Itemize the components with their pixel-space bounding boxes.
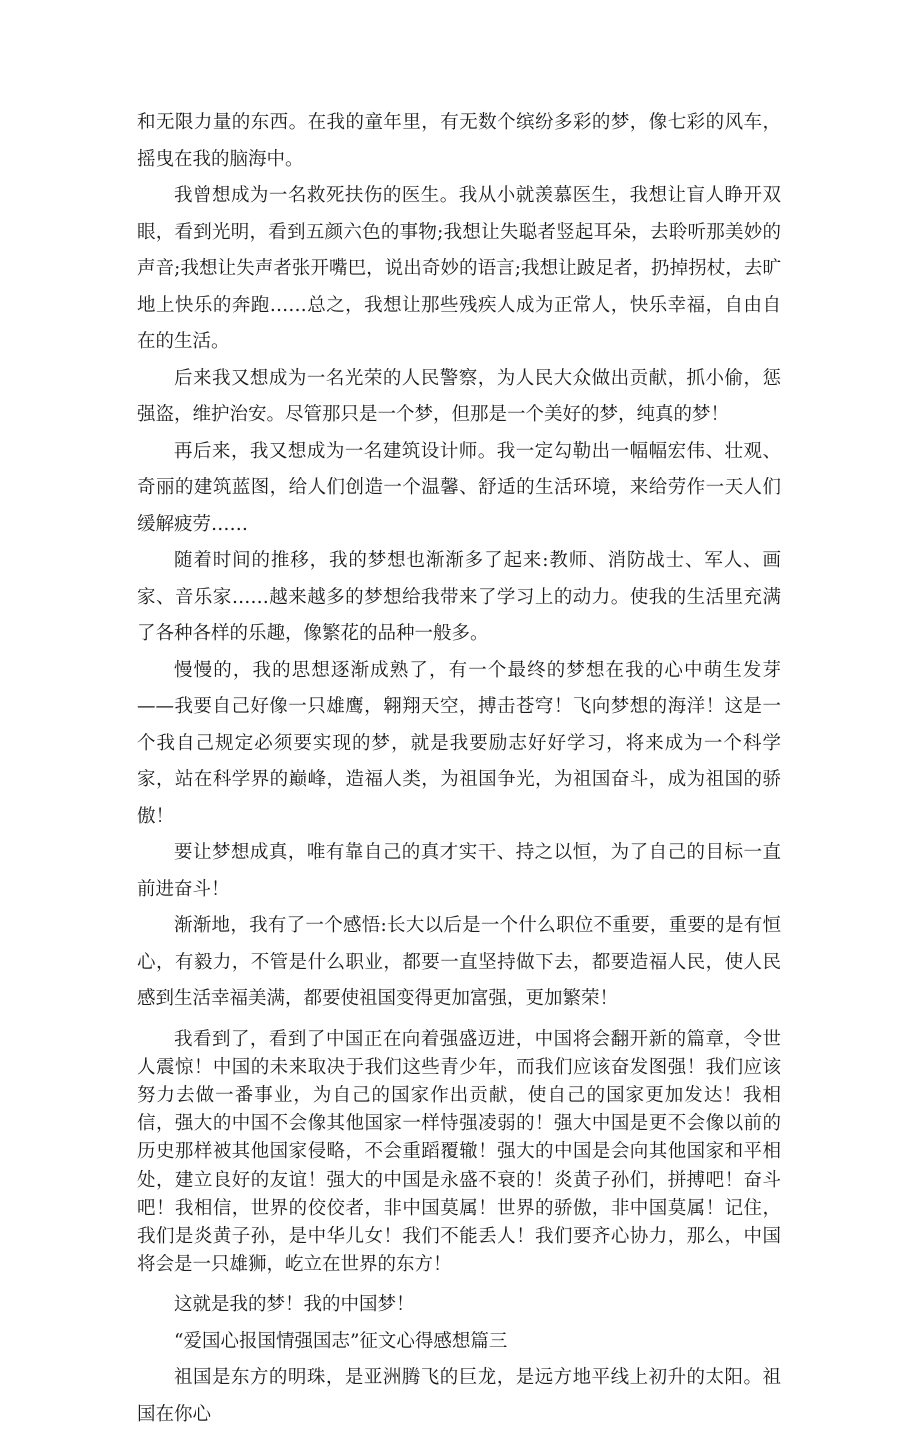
paragraph-china-future: 我看到了，看到了中国正在向着强盛迈进，中国将会翻开新的篇章，令世人震惊！中国的未来取决于我们这些青少年，而我们应该奋发图强！我们应该努力去做一番事业，为自己的国家作出贡献，使自己的国家更加发达！我相信，强大的中国不会像其他国家一样恃强凌弱的！强大中国是更不会像以前的历史那样被其他国家侵略，不会重蹈覆辙！强大的中国是会向其他国家和平相处，建立良好的友谊！强大的中国是永盛不衰的！炎黄子孙们，拼搏吧！奋斗吧！我相信，世界的佼佼者，非中国莫属！世界的骄傲，非中国莫属！记住，我们是炎黄子孙，是中华儿女！我们不能丢人！我们要齐心协力，那么，中国将会是一只雄狮，屹立在世界的东方！	[137, 1028, 781, 1276]
paragraph-doctor: 我曾想成为一名救死扶伤的医生。我从小就羡慕医生，我想让盲人睁开双眼，看到光明，看到五颜六色的事物;我想让失聪者竖起耳朵，去聆听那美妙的声音;我想让失声者张开嘴巴，说出奇妙的语言;我想让跛足者，扔掉拐杖，去旷地上快乐的奔跑……总之，我想让那些残疾人成为正常人，快乐幸福，自由自在的生活。	[137, 185, 781, 352]
paragraph-motherland: 祖国是东方的明珠，是亚洲腾飞的巨龙，是远方地平线上初升的太阳。祖国在你心	[137, 1367, 781, 1425]
paragraph-insight: 渐渐地，我有了一个感悟:长大以后是一个什么职位不重要，重要的是有恒心，有毅力，不管是什么职业，都要一直坚持做下去，都要造福人民，使人民感到生活幸福美满，都要使祖国变得更加富强，更加繁荣！	[137, 915, 781, 1009]
paragraph-china-dream: 这就是我的梦！我的中国梦！	[174, 1294, 415, 1316]
paragraph-architect: 再后来，我又想成为一名建筑设计师。我一定勾勒出一幅幅宏伟、壮观、奇丽的建筑蓝图，给人们创造一个温馨、舒适的生活环境，来给劳作一天人们缓解疲劳……	[137, 440, 781, 535]
section-heading: “爱国心报国情强国志”征文心得感想篇三	[174, 1330, 508, 1352]
paragraph-continuation: 和无限力量的东西。在我的童年里，有无数个缤纷多彩的梦，像七彩的风车，摇曳在我的脑海中。	[137, 112, 781, 170]
paragraph-police: 后来我又想成为一名光荣的人民警察，为人民大众做出贡献，抓小偷，惩强盗，维护治安。尽管那只是一个梦，但那是一个美好的梦，纯真的梦！	[137, 367, 781, 425]
paragraph-persistence: 要让梦想成真，唯有靠自己的真才实干、持之以恒，为了自己的目标一直前进奋斗！	[137, 842, 781, 900]
paragraph-ultimate-dream: 慢慢的，我的思想逐渐成熟了，有一个最终的梦想在我的心中萌生发芽——我要自己好像一只雄鹰，翱翔天空，搏击苍穹！飞向梦想的海洋！这是一个我自己规定必须要实现的梦，就是我要励志好好学习，将来成为一个科学家，站在科学界的巅峰，造福人类，为祖国争光，为祖国奋斗，成为祖国的骄傲！	[137, 659, 781, 827]
paragraph-many-dreams: 随着时间的推移，我的梦想也渐渐多了起来:教师、消防战士、军人、画家、音乐家……越来越多的梦想给我带来了学习上的动力。使我的生活里充满了各种各样的乐趣，像繁花的品种一般多。	[137, 550, 781, 644]
document-page	[137, 105, 781, 1433]
